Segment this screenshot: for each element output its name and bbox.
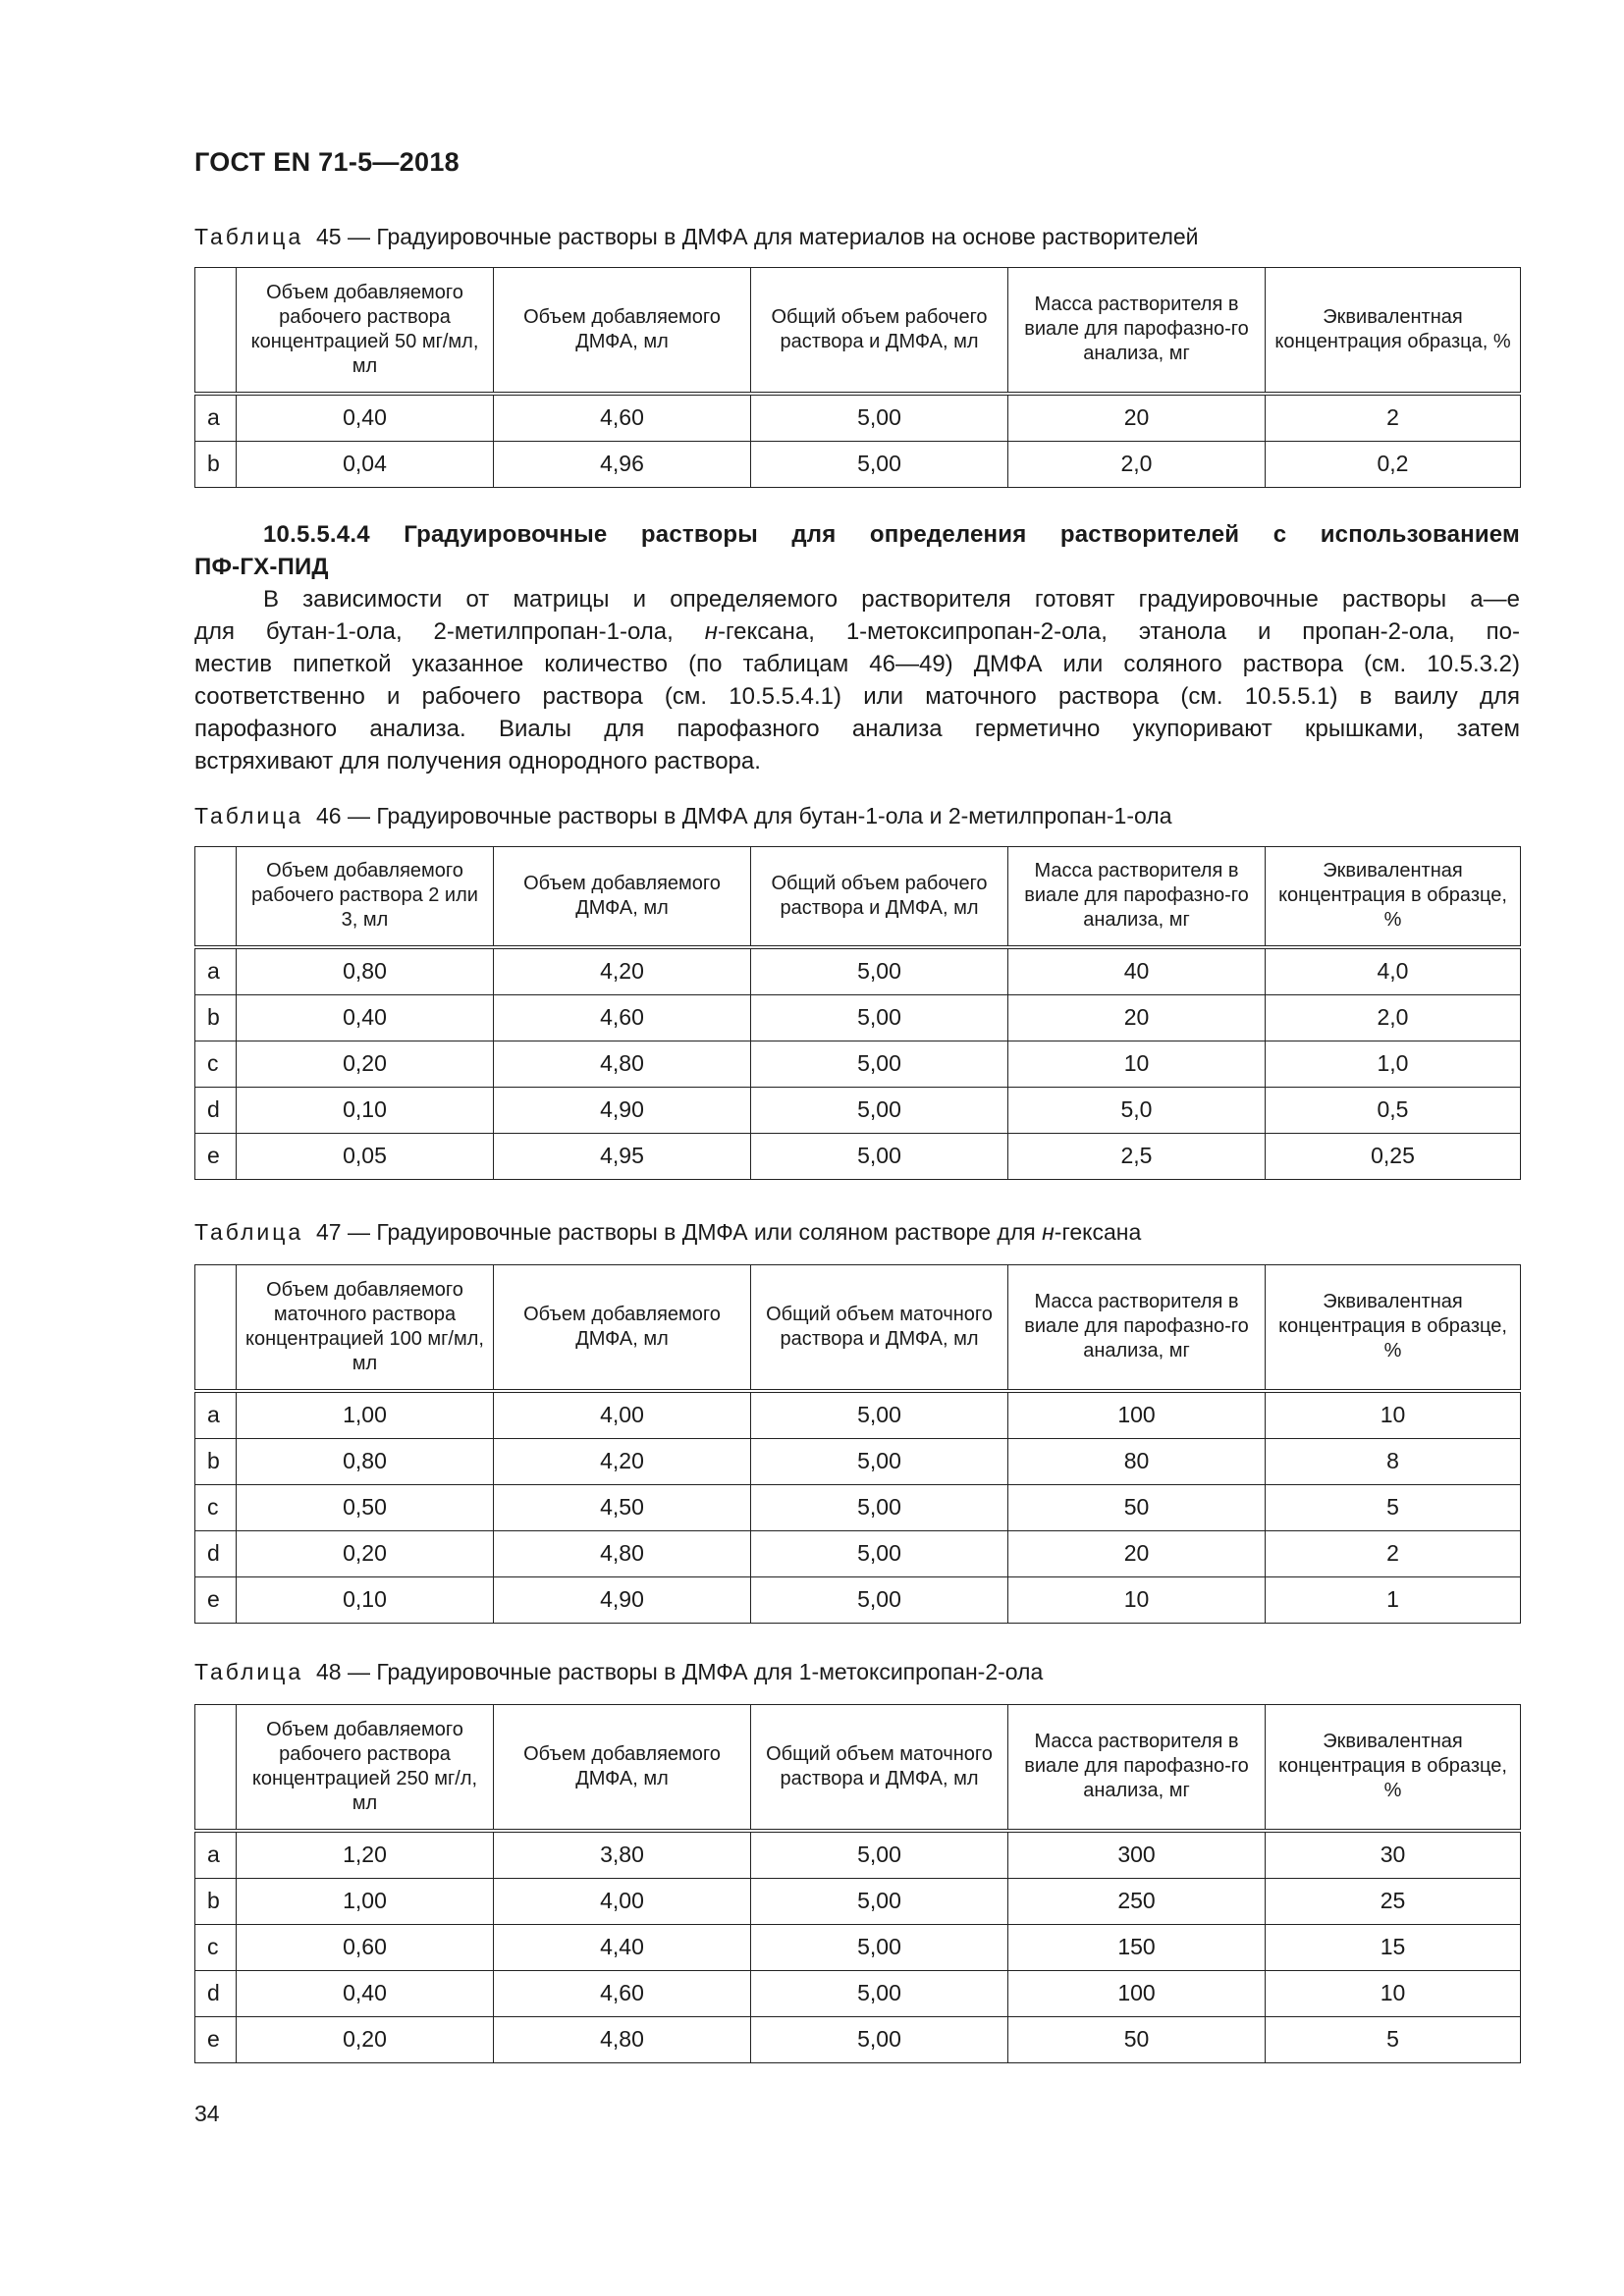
table-header-row: [195, 268, 1521, 394]
table-cell: 5,00: [751, 394, 1008, 442]
table-cell: 4,80: [494, 1041, 751, 1087]
caption-number: 45: [315, 224, 342, 249]
table-cell: 4,80: [494, 1530, 751, 1576]
table-cell: 0,60: [237, 1924, 494, 1970]
table-cell: 40: [1008, 947, 1266, 995]
table-cell: 1,00: [237, 1391, 494, 1439]
caption-prefix: Таблица: [194, 1659, 304, 1684]
table-cell: 3,80: [494, 1831, 751, 1879]
caption-text: — Градуировочные растворы в ДМФА для материалов на основе растворителей: [347, 224, 1199, 249]
caption-number: 46: [315, 803, 342, 828]
table-cell: 20: [1008, 394, 1266, 442]
header-cell: Общий объем рабочего раствора и ДМФА, мл: [751, 268, 1008, 394]
table-cell: 5,00: [751, 947, 1008, 995]
table-48-caption: [194, 1659, 1043, 1685]
row-label: a: [195, 394, 237, 442]
caption-prefix: Таблица: [194, 224, 304, 249]
row-label: d: [195, 1530, 237, 1576]
table-cell: 80: [1008, 1438, 1266, 1484]
table-cell: 4,0: [1266, 947, 1521, 995]
paragraph-line: В зависимости от матрицы и определяемого растворителя готовят градуировочные растворы а—е: [263, 586, 1520, 613]
table-cell: 10: [1008, 1576, 1266, 1623]
row-label: c: [195, 1484, 237, 1530]
paragraph-line: [194, 615, 1520, 648]
table-row: [195, 947, 1521, 995]
paragraph-line: местив пипеткой указанное количество (по таблицам 46—49) ДМФА или соляного раствора (см. 10.5.3.2): [194, 651, 1520, 677]
table-cell: 5: [1266, 2016, 1521, 2062]
table-cell: 2,0: [1266, 994, 1521, 1041]
row-label: c: [195, 1041, 237, 1087]
table-cell: 2,5: [1008, 1133, 1266, 1179]
caption-text: — Градуировочные растворы в ДМФА для 1-метоксипропан-2-ола: [347, 1659, 1044, 1684]
table-cell: 0,80: [237, 947, 494, 995]
caption-number: 48: [315, 1659, 342, 1684]
table-48: [194, 1704, 1521, 2063]
row-label: d: [195, 1970, 237, 2016]
table-cell: 4,60: [494, 1970, 751, 2016]
table-cell: 300: [1008, 1831, 1266, 1879]
table-cell: 2: [1266, 394, 1521, 442]
table-cell: 5,00: [751, 1438, 1008, 1484]
header-cell: Общий объем маточного раствора и ДМФА, мл: [751, 1705, 1008, 1831]
caption-number: 47: [315, 1219, 342, 1245]
row-label: a: [195, 1831, 237, 1879]
table-cell: 2,0: [1008, 441, 1266, 487]
header-cell: Объем добавляемого маточного раствора концентрацией 100 мг/мл, мл: [237, 1265, 494, 1391]
header-cell: Объем добавляемого ДМФА, мл: [494, 1705, 751, 1831]
table-cell: 250: [1008, 1878, 1266, 1924]
table-46: [194, 846, 1521, 1180]
table-row: [195, 441, 1521, 487]
table-cell: 2: [1266, 1530, 1521, 1576]
table-cell: 4,00: [494, 1391, 751, 1439]
table-cell: 4,00: [494, 1878, 751, 1924]
table-cell: 5,00: [751, 441, 1008, 487]
row-label: e: [195, 2016, 237, 2062]
table-cell: 5,00: [751, 1530, 1008, 1576]
table-cell: 25: [1266, 1878, 1521, 1924]
header-cell: Эквивалентная концентрация в образце, %: [1266, 1265, 1521, 1391]
table-cell: 4,20: [494, 947, 751, 995]
row-label: a: [195, 947, 237, 995]
table-cell: 4,90: [494, 1576, 751, 1623]
table-cell: 15: [1266, 1924, 1521, 1970]
row-label: b: [195, 441, 237, 487]
caption-text: — Градуировочные растворы в ДМФА или соляном растворе для: [347, 1219, 1043, 1245]
table-cell: 30: [1266, 1831, 1521, 1879]
table-cell: 0,20: [237, 2016, 494, 2062]
document-header: ГОСТ EN 71-5—2018: [194, 147, 460, 177]
table-cell: 5,00: [751, 2016, 1008, 2062]
section-paragraph: [194, 583, 1520, 777]
table-cell: 5,00: [751, 1970, 1008, 2016]
table-cell: 4,96: [494, 441, 751, 487]
header-cell: Масса растворителя в виале для парофазно-го анализа, мг: [1008, 268, 1266, 394]
header-cell: Объем добавляемого рабочего раствора 2 или 3, мл: [237, 847, 494, 947]
row-label: a: [195, 1391, 237, 1439]
paragraph-line-part: -гексана, 1-метоксипропан-2-ола, этанола и пропан-2-ола, по-: [717, 618, 1521, 645]
header-cell-empty: [195, 1705, 237, 1831]
header-cell: Масса растворителя в виале для парофазно-го анализа, мг: [1008, 847, 1266, 947]
table-cell: 5,00: [751, 1087, 1008, 1133]
header-cell: Объем добавляемого ДМФА, мл: [494, 847, 751, 947]
table-row: [195, 1878, 1521, 1924]
table-cell: 0,05: [237, 1133, 494, 1179]
table-cell: 4,50: [494, 1484, 751, 1530]
header-cell: Объем добавляемого рабочего раствора концентрацией 250 мг/л, мл: [237, 1705, 494, 1831]
table-cell: 4,95: [494, 1133, 751, 1179]
paragraph-line-part: для бутан-1-ола, 2-метилпропан-1-ола,: [194, 618, 705, 645]
table-cell: 0,20: [237, 1530, 494, 1576]
row-label: b: [195, 994, 237, 1041]
table-cell: 50: [1008, 1484, 1266, 1530]
table-cell: 5: [1266, 1484, 1521, 1530]
table-47-caption: [194, 1219, 1141, 1246]
row-label: e: [195, 1133, 237, 1179]
table-cell: 0,40: [237, 1970, 494, 2016]
page-number: 34: [194, 2101, 220, 2126]
table-row: [195, 1924, 1521, 1970]
table-cell: 0,2: [1266, 441, 1521, 487]
table-cell: 50: [1008, 2016, 1266, 2062]
table-cell: 10: [1266, 1391, 1521, 1439]
table-cell: 20: [1008, 994, 1266, 1041]
table-cell: 5,00: [751, 1878, 1008, 1924]
table-cell: 0,10: [237, 1576, 494, 1623]
header-cell: Эквивалентная концентрация в образце, %: [1266, 847, 1521, 947]
table-cell: 1,0: [1266, 1041, 1521, 1087]
table-row: [195, 1087, 1521, 1133]
table-cell: 1,00: [237, 1878, 494, 1924]
table-row: [195, 1133, 1521, 1179]
row-label: e: [195, 1576, 237, 1623]
table-cell: 0,80: [237, 1438, 494, 1484]
table-cell: 0,5: [1266, 1087, 1521, 1133]
table-row: [195, 1530, 1521, 1576]
table-cell: 0,10: [237, 1087, 494, 1133]
caption-italic: н: [1042, 1219, 1055, 1245]
header-cell: Объем добавляемого ДМФА, мл: [494, 1265, 751, 1391]
table-cell: 5,00: [751, 1484, 1008, 1530]
table-cell: 0,20: [237, 1041, 494, 1087]
table-row: [195, 1576, 1521, 1623]
header-cell: Объем добавляемого рабочего раствора концентрацией 50 мг/мл, мл: [237, 268, 494, 394]
table-cell: 5,00: [751, 1831, 1008, 1879]
row-label: b: [195, 1878, 237, 1924]
header-cell-empty: [195, 1265, 237, 1391]
section-title-line2: ПФ-ГХ-ПИД: [194, 554, 329, 580]
table-45: [194, 267, 1521, 488]
table-row: [195, 994, 1521, 1041]
paragraph-line: встряхивают для получения однородного раствора.: [194, 748, 761, 774]
section-title-line1: 10.5.5.4.4 Градуировочные растворы для определения растворителей с использованием: [263, 521, 1520, 548]
table-cell: 5,00: [751, 994, 1008, 1041]
table-row: [195, 1391, 1521, 1439]
caption-text: — Градуировочные растворы в ДМФА для бутан-1-ола и 2-метилпропан-1-ола: [347, 803, 1172, 828]
table-row: [195, 1970, 1521, 2016]
row-label: c: [195, 1924, 237, 1970]
table-header-row: [195, 847, 1521, 947]
table-row: [195, 1484, 1521, 1530]
table-cell: 10: [1266, 1970, 1521, 2016]
header-cell: Эквивалентная концентрация образца, %: [1266, 268, 1521, 394]
paragraph-line: парофазного анализа. Виалы для парофазного анализа герметично укупоривают крышками, затем: [194, 716, 1520, 742]
table-cell: 0,50: [237, 1484, 494, 1530]
table-cell: 100: [1008, 1391, 1266, 1439]
table-cell: 4,90: [494, 1087, 751, 1133]
header-cell-empty: [195, 268, 237, 394]
table-cell: 0,40: [237, 994, 494, 1041]
table-cell: 1: [1266, 1576, 1521, 1623]
table-row: [195, 1041, 1521, 1087]
table-cell: 20: [1008, 1530, 1266, 1576]
table-45-caption: [194, 224, 1199, 250]
table-47: [194, 1264, 1521, 1624]
header-cell: Общий объем маточного раствора и ДМФА, мл: [751, 1265, 1008, 1391]
caption-prefix: Таблица: [194, 803, 304, 828]
table-cell: 4,60: [494, 394, 751, 442]
header-cell: Масса растворителя в виале для парофазно-го анализа, мг: [1008, 1265, 1266, 1391]
header-cell: Эквивалентная концентрация в образце, %: [1266, 1705, 1521, 1831]
table-cell: 150: [1008, 1924, 1266, 1970]
section-title: [194, 518, 1520, 583]
table-cell: 0,40: [237, 394, 494, 442]
table-header-row: [195, 1705, 1521, 1831]
table-46-caption: [194, 803, 1172, 829]
header-cell: Общий объем рабочего раствора и ДМФА, мл: [751, 847, 1008, 947]
table-cell: 0,25: [1266, 1133, 1521, 1179]
header-cell: Масса растворителя в виале для парофазно-го анализа, мг: [1008, 1705, 1266, 1831]
row-label: d: [195, 1087, 237, 1133]
table-cell: 1,20: [237, 1831, 494, 1879]
table-cell: 5,00: [751, 1391, 1008, 1439]
table-row: [195, 2016, 1521, 2062]
table-header-row: [195, 1265, 1521, 1391]
table-cell: 4,40: [494, 1924, 751, 1970]
table-row: [195, 1438, 1521, 1484]
caption-prefix: Таблица: [194, 1219, 304, 1245]
table-cell: 100: [1008, 1970, 1266, 2016]
paragraph-line: соответственно и рабочего раствора (см. 10.5.5.4.1) или маточного раствора (см. 10.5.5.1) в ваилу для: [194, 683, 1520, 710]
table-cell: 5,00: [751, 1924, 1008, 1970]
table-cell: 8: [1266, 1438, 1521, 1484]
row-label: b: [195, 1438, 237, 1484]
table-cell: 5,0: [1008, 1087, 1266, 1133]
table-cell: 5,00: [751, 1041, 1008, 1087]
header-cell: Объем добавляемого ДМФА, мл: [494, 268, 751, 394]
table-cell: 4,60: [494, 994, 751, 1041]
table-row: [195, 394, 1521, 442]
caption-suffix: -гексана: [1054, 1219, 1142, 1245]
table-cell: 10: [1008, 1041, 1266, 1087]
table-cell: 4,20: [494, 1438, 751, 1484]
table-row: [195, 1831, 1521, 1879]
italic-fragment: н: [704, 618, 718, 645]
table-cell: 5,00: [751, 1576, 1008, 1623]
header-cell-empty: [195, 847, 237, 947]
table-cell: 4,80: [494, 2016, 751, 2062]
table-cell: 5,00: [751, 1133, 1008, 1179]
table-cell: 0,04: [237, 441, 494, 487]
